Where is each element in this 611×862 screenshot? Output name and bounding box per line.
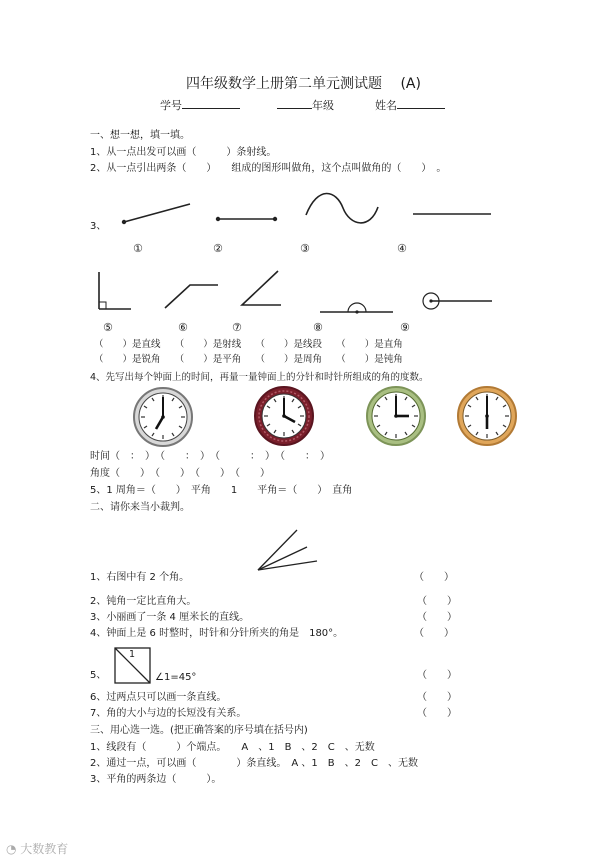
question-1-1: 1、从一点出发可以画（ ）条射线。 — [90, 147, 277, 158]
figure-label: ② — [213, 242, 223, 255]
answer-bracket: （ ） — [417, 670, 457, 681]
student-number-field: 学号 — [160, 98, 240, 111]
judge-item-1: 1、右图中有 2 个角。 — [90, 572, 190, 583]
question-1-4: 4、先写出每个钟面上的时间，再量一量钟面上的分针和时针所组成的角的度数。 — [90, 372, 429, 383]
watermark: ◔ 大数教育 — [6, 842, 69, 856]
angle-label: ∠1=45° — [155, 672, 197, 683]
section3-heading: 三、用心选一选。(把正确答案的序号填在括号内) — [90, 725, 308, 736]
classify-row-1: （ ）是直线 （ ）是射线 （ ）是线段 （ ）是直角 — [94, 339, 403, 350]
answer-bracket: （ ） — [414, 572, 454, 583]
choice-item-1: 1、线段有（ ）个端点。 A 、1 B 、2 C 、无数 — [90, 742, 375, 753]
section1-heading: 一、想一想，填一填。 — [90, 130, 190, 141]
classify-row-2: （ ）是锐角 （ ）是平角 （ ）是周角 （ ）是钝角 — [94, 354, 403, 365]
choice-item-2: 2、通过一点，可以画（ ）条直线。 A 、1 B 、2 C 、无数 — [90, 758, 418, 769]
figure-label: ⑨ — [400, 321, 410, 334]
answer-bracket: （ ） — [417, 612, 457, 623]
question-1-2: 2、从一点引出两条（ ） 组成的图形叫做角，这个点叫做角的（ ） 。 — [90, 163, 447, 174]
figure-label: ⑧ — [313, 321, 323, 334]
question-1-3-label: 3、 — [90, 221, 107, 232]
answer-bracket: （ ） — [417, 692, 457, 703]
figure-label: ① — [133, 242, 143, 255]
judge-item-5: 5、 — [90, 670, 107, 681]
answer-bracket: （ ） — [417, 596, 457, 607]
judge-item-2: 2、钝角一定比直角大。 — [90, 596, 197, 607]
judge-item-3: 3、小丽画了一条 4 厘米长的直线。 — [90, 612, 250, 623]
choice-item-3: 3、平角的两条边（ ）。 — [90, 774, 222, 785]
figure-label: ⑦ — [232, 321, 242, 334]
answer-bracket: （ ） — [414, 628, 454, 639]
question-1-5: 5、1 周角＝（ ） 平角 1 平角＝（ ） 直角 — [90, 485, 353, 496]
page-title: 四年级数学上册第二单元测试题 (A) — [186, 76, 421, 92]
judge-item-7: 7、角的大小与边的长短没有关系。 — [90, 708, 247, 719]
watermark-logo-icon: ◔ — [6, 842, 21, 856]
square-angle-mark: 1 — [129, 649, 136, 660]
student-name-field: 姓名 — [375, 98, 445, 111]
answer-bracket: （ ） — [417, 708, 457, 719]
judge-item-4: 4、钟面上是 6 时整时，时针和分针所夹的角是 180°。 — [90, 628, 344, 639]
figure-label: ⑤ — [103, 321, 113, 334]
figure-label: ④ — [397, 242, 407, 255]
angle-row: 角度（ ） （ ） （ ） （ ） — [90, 468, 270, 479]
section2-heading: 二、请你来当小裁判。 — [90, 502, 190, 513]
time-row: 时间（ ： ） （ ： ） （ ： ） （ ： ） — [90, 451, 330, 462]
figure-label: ③ — [300, 242, 310, 255]
grade-field: 年级 — [277, 98, 334, 111]
judge-item-6: 6、过两点只可以画一条直线。 — [90, 692, 227, 703]
figure-label: ⑥ — [178, 321, 188, 334]
